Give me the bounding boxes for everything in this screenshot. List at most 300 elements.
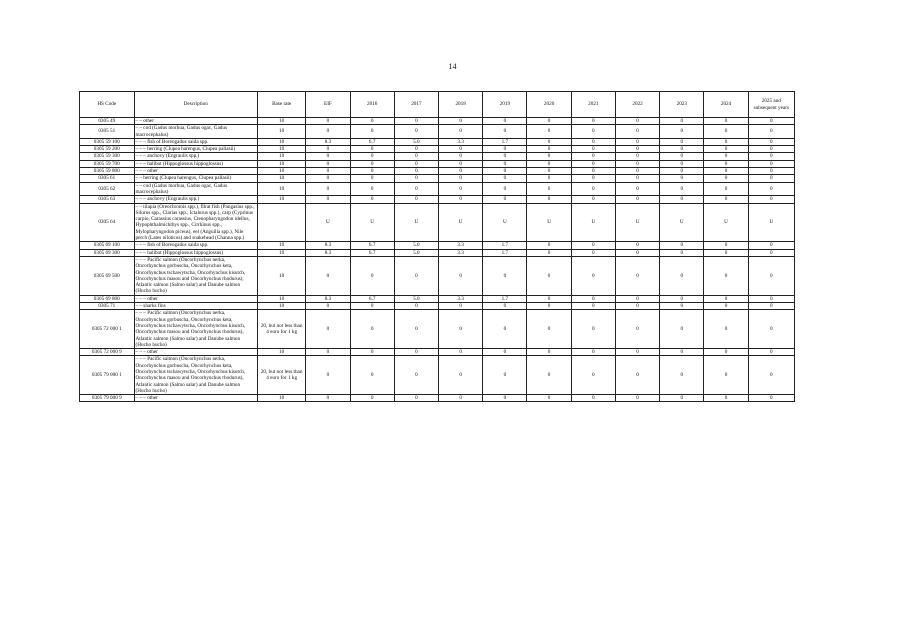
rate-cell: 0 (394, 125, 438, 139)
rate-cell: 0 (571, 146, 615, 153)
column-header: 2016 (350, 92, 394, 118)
base-rate-cell: 10 (257, 175, 305, 182)
rate-cell: 0 (571, 356, 615, 395)
rate-cell: 0 (439, 356, 483, 395)
rate-cell: 0 (615, 138, 659, 145)
rate-cell: 0 (615, 349, 659, 356)
rate-cell: U (306, 203, 350, 242)
rate-cell: 0 (704, 168, 748, 175)
rate-cell: 0 (394, 256, 438, 295)
rate-cell: U (704, 203, 748, 242)
base-rate-cell: 10 (257, 303, 305, 310)
rate-cell: U (660, 203, 704, 242)
rate-cell: 0 (306, 182, 350, 196)
rate-cell: 0 (660, 125, 704, 139)
rate-cell: U (571, 203, 615, 242)
rate-cell: 0 (306, 303, 350, 310)
description-cell: – – – fish of Boreogadus saida spp. (134, 138, 257, 145)
rate-cell: 0 (571, 182, 615, 196)
rate-cell: 0 (350, 303, 394, 310)
rate-cell: 0 (394, 303, 438, 310)
rate-cell: 0 (748, 249, 794, 256)
rate-cell: 0 (748, 153, 794, 160)
table-row (80, 182, 795, 196)
table-row (80, 310, 795, 349)
rate-cell: 0 (615, 153, 659, 160)
rate-cell: 0 (748, 138, 794, 145)
description-cell: – – – Pacific salmon (Oncorhynchus nerka, Oncorhynchus gorbuscha, Oncorhynchus keta, Oncorhynchus tschawytscha, Oncorhynchus kisutch, Oncorhynchus masou and Oncorhynchus rhodurus), Atlantic salmon (Salmo salar) and Danube salmon (Hucho hucho) (134, 256, 257, 295)
rate-cell: 0 (306, 256, 350, 295)
rate-cell: 0 (439, 256, 483, 295)
hs-code-cell: 0305 79 000 9 (80, 395, 135, 402)
rate-cell: 0 (527, 168, 571, 175)
rate-cell: 0 (704, 118, 748, 125)
rate-cell: 0 (350, 182, 394, 196)
description-cell: – – – Pacific salmon (Oncorhynchus nerka, Oncorhynchus gorbuscha, Oncorhynchus keta, Oncorhynchus tschawytscha, Oncorhynchus kisutch, Oncorhynchus masou and Oncorhynchus rhodurus), Atlantic salmon (Salmo salar) and Danube salmon (Hucho hucho) (134, 310, 257, 349)
base-rate-cell: 10 (257, 125, 305, 139)
rate-cell: 0 (615, 182, 659, 196)
rate-cell: 0 (527, 295, 571, 302)
rate-cell: 0 (615, 168, 659, 175)
rate-cell: 0 (571, 196, 615, 203)
rate-cell: 0 (394, 160, 438, 167)
rate-cell: 0 (615, 118, 659, 125)
rate-cell: 0 (483, 118, 527, 125)
rate-cell: 0 (704, 256, 748, 295)
table-row (80, 356, 795, 395)
rate-cell: 0 (394, 153, 438, 160)
rate-cell: 0 (615, 175, 659, 182)
rate-cell: 6.7 (350, 249, 394, 256)
table-row (80, 175, 795, 182)
rate-cell: 0 (394, 310, 438, 349)
rate-cell: 0 (394, 196, 438, 203)
rate-cell: 0 (527, 175, 571, 182)
column-header: 2017 (394, 92, 438, 118)
rate-cell: 0 (704, 249, 748, 256)
rate-cell: 0 (748, 196, 794, 203)
rate-cell: 0 (483, 196, 527, 203)
rate-cell: 3.3 (439, 295, 483, 302)
page-number: 14 (448, 62, 457, 71)
rate-cell: 0 (660, 242, 704, 249)
rate-cell: 0 (748, 356, 794, 395)
rate-cell: 0 (748, 310, 794, 349)
rate-cell: 0 (394, 175, 438, 182)
rate-cell: 1.7 (483, 242, 527, 249)
rate-cell: 0 (748, 160, 794, 167)
rate-cell: 0 (306, 310, 350, 349)
base-rate-cell: 10 (257, 295, 305, 302)
rate-cell: 0 (306, 349, 350, 356)
column-header: HS Code (80, 92, 135, 118)
rate-cell: 0 (704, 242, 748, 249)
rate-cell: 0 (704, 182, 748, 196)
rate-cell: 0 (704, 356, 748, 395)
rate-cell: 0 (571, 303, 615, 310)
base-rate-cell: 10 (257, 256, 305, 295)
rate-cell: 0 (439, 153, 483, 160)
base-rate-cell (257, 203, 305, 242)
rate-cell: 5.0 (394, 295, 438, 302)
rate-cell: 0 (306, 118, 350, 125)
base-rate-cell: 10 (257, 138, 305, 145)
rate-cell: 0 (748, 175, 794, 182)
rate-cell: 0 (527, 356, 571, 395)
rate-cell: U (394, 203, 438, 242)
base-rate-cell: 20, but not less than 4 euro for 1 kg (257, 310, 305, 349)
rate-cell: 0 (571, 310, 615, 349)
rate-cell: U (483, 203, 527, 242)
rate-cell: 0 (483, 168, 527, 175)
base-rate-cell: 10 (257, 196, 305, 203)
base-rate-cell: 10 (257, 349, 305, 356)
hs-code-cell: 0305 59 800 (80, 168, 135, 175)
rate-cell: 0 (394, 182, 438, 196)
table-header-row (80, 92, 795, 118)
hs-code-cell: 0305 64 (80, 203, 135, 242)
rate-cell: U (439, 203, 483, 242)
base-rate-cell: 10 (257, 160, 305, 167)
rate-cell: 0 (571, 138, 615, 145)
rate-cell: 0 (660, 175, 704, 182)
rate-cell: 0 (527, 160, 571, 167)
base-rate-cell: 10 (257, 249, 305, 256)
column-header: 2024 (704, 92, 748, 118)
rate-cell: 0 (306, 356, 350, 395)
rate-cell: 0 (527, 153, 571, 160)
rate-cell: 0 (306, 168, 350, 175)
hs-code-cell: 0305 72 000 9 (80, 349, 135, 356)
rate-cell: 0 (571, 175, 615, 182)
rate-cell: 0 (615, 256, 659, 295)
rate-cell: 0 (660, 118, 704, 125)
rate-cell: 0 (748, 125, 794, 139)
rate-cell: 0 (483, 146, 527, 153)
rate-cell: 0 (527, 138, 571, 145)
rate-cell: 0 (748, 395, 794, 402)
rate-cell: 0 (748, 168, 794, 175)
rate-cell: 0 (394, 349, 438, 356)
rate-cell: 0 (748, 256, 794, 295)
rate-cell: 0 (394, 395, 438, 402)
rate-cell: 0 (571, 242, 615, 249)
rate-cell: 0 (615, 242, 659, 249)
rate-cell: 0 (704, 295, 748, 302)
description-cell: – – cod (Gadus morhua, Gadus ogac, Gadus macrocephalus) (134, 182, 257, 196)
rate-cell: 0 (483, 395, 527, 402)
rate-cell: 0 (527, 249, 571, 256)
rate-cell: 8.3 (306, 295, 350, 302)
rate-cell: 0 (306, 146, 350, 153)
rate-cell: 6.7 (350, 242, 394, 249)
column-header: 2023 (660, 92, 704, 118)
rate-cell: 0 (439, 310, 483, 349)
rate-cell: 0 (748, 182, 794, 196)
rate-cell: 0 (483, 175, 527, 182)
rate-cell: 0 (615, 196, 659, 203)
rate-cell: 0 (571, 168, 615, 175)
column-header: 2019 (483, 92, 527, 118)
table-row (80, 168, 795, 175)
table-row (80, 196, 795, 203)
description-cell: – – – other (134, 395, 257, 402)
hs-code-cell: 0305 59 700 (80, 160, 135, 167)
rate-cell: 0 (571, 118, 615, 125)
hs-code-cell: 0305 71 (80, 303, 135, 310)
rate-cell: 3.3 (439, 138, 483, 145)
rate-cell: 0 (660, 160, 704, 167)
column-header: 2025 and subsequent years (748, 92, 794, 118)
rate-cell: 0 (704, 310, 748, 349)
rate-cell: 0 (660, 168, 704, 175)
rate-cell: 0 (571, 395, 615, 402)
rate-cell: 0 (394, 356, 438, 395)
table-row (80, 125, 795, 139)
rate-cell: 3.3 (439, 249, 483, 256)
rate-cell: 0 (704, 153, 748, 160)
table-row (80, 203, 795, 242)
rate-cell: 0 (660, 153, 704, 160)
base-rate-cell: 10 (257, 146, 305, 153)
description-cell: – – – halibut (Hippoglossus hippoglossus) (134, 249, 257, 256)
hs-code-cell: 0305 59 200 (80, 146, 135, 153)
rate-cell: 0 (350, 160, 394, 167)
rate-cell: 0 (571, 349, 615, 356)
rate-cell: 0 (527, 349, 571, 356)
table-row (80, 249, 795, 256)
rate-cell: 0 (483, 303, 527, 310)
description-cell: – – sharks fins (134, 303, 257, 310)
table-row (80, 242, 795, 249)
table-row (80, 349, 795, 356)
base-rate-cell: 10 (257, 395, 305, 402)
rate-cell: 0 (660, 310, 704, 349)
hs-code-cell: 0305 63 (80, 196, 135, 203)
rate-cell: 0 (704, 138, 748, 145)
hs-code-cell: 0305 49 (80, 118, 135, 125)
rate-cell: 0 (704, 349, 748, 356)
table-row (80, 153, 795, 160)
table-body (80, 118, 795, 402)
rate-cell: 0 (350, 256, 394, 295)
rate-cell: 0 (615, 160, 659, 167)
rate-cell: 0 (439, 395, 483, 402)
hs-code-cell: 0305 69 500 (80, 256, 135, 295)
rate-cell: 0 (660, 256, 704, 295)
rate-cell: U (527, 203, 571, 242)
base-rate-cell: 10 (257, 168, 305, 175)
rate-cell: 0 (704, 125, 748, 139)
rate-cell: 0 (571, 249, 615, 256)
rate-cell: 0 (527, 303, 571, 310)
rate-cell: 0 (306, 196, 350, 203)
hs-code-cell: 0305 72 000 1 (80, 310, 135, 349)
table-row (80, 118, 795, 125)
description-cell: – – – halibut (Hippoglossus hippoglossus) (134, 160, 257, 167)
hs-code-cell: 0305 69 300 (80, 249, 135, 256)
rate-cell: 0 (350, 118, 394, 125)
rate-cell: 0 (439, 175, 483, 182)
rate-cell: 8.3 (306, 242, 350, 249)
tariff-table (79, 91, 795, 402)
base-rate-cell: 10 (257, 153, 305, 160)
rate-cell: 0 (527, 310, 571, 349)
rate-cell: 0 (704, 196, 748, 203)
rate-cell: 5.0 (394, 242, 438, 249)
hs-code-cell: 0305 59 100 (80, 138, 135, 145)
rate-cell: 0 (748, 146, 794, 153)
description-cell: – – – anchovy (Engraulis spp.) (134, 196, 257, 203)
rate-cell: 0 (306, 153, 350, 160)
base-rate-cell: 20, but not less than 4 euro for 1 kg (257, 356, 305, 395)
rate-cell: 0 (660, 356, 704, 395)
rate-cell: 1.7 (483, 295, 527, 302)
rate-cell: U (350, 203, 394, 242)
hs-code-cell: 0305 69 800 (80, 295, 135, 302)
rate-cell: 0 (527, 146, 571, 153)
rate-cell: 0 (306, 160, 350, 167)
rate-cell: 0 (350, 146, 394, 153)
rate-cell: 0 (527, 242, 571, 249)
rate-cell: 0 (527, 125, 571, 139)
rate-cell: 0 (748, 303, 794, 310)
rate-cell: 0 (748, 295, 794, 302)
rate-cell: 0 (483, 256, 527, 295)
rate-cell: 0 (571, 256, 615, 295)
rate-cell: 0 (439, 182, 483, 196)
rate-cell: 0 (350, 175, 394, 182)
rate-cell: 0 (571, 160, 615, 167)
table-row (80, 303, 795, 310)
rate-cell: 0 (615, 310, 659, 349)
rate-cell: 0 (660, 303, 704, 310)
column-header: Base rate (257, 92, 305, 118)
rate-cell: 0 (350, 125, 394, 139)
rate-cell: 0 (527, 196, 571, 203)
rate-cell: 0 (704, 303, 748, 310)
rate-cell: 0 (439, 349, 483, 356)
rate-cell: 0 (483, 182, 527, 196)
rate-cell: 0 (660, 395, 704, 402)
hs-code-cell: 0305 59 300 (80, 153, 135, 160)
column-header: 2022 (615, 92, 659, 118)
table-row (80, 256, 795, 295)
rate-cell: 0 (704, 175, 748, 182)
rate-cell: U (615, 203, 659, 242)
rate-cell: 0 (483, 153, 527, 160)
column-header: EIF (306, 92, 350, 118)
description-cell: – – – anchovy (Engraulis spp.) (134, 153, 257, 160)
table-row (80, 295, 795, 302)
description-cell: – – – herring (Clupea harengus, Clupea pallasii) (134, 146, 257, 153)
rate-cell: 8.3 (306, 138, 350, 145)
rate-cell: 5.0 (394, 249, 438, 256)
description-cell: – – herring (Clupea harengus, Clupea pallasii) (134, 175, 257, 182)
table-row (80, 160, 795, 167)
rate-cell: 0 (306, 175, 350, 182)
base-rate-cell: 10 (257, 118, 305, 125)
hs-code-cell: 0305 62 (80, 182, 135, 196)
rate-cell: 0 (439, 118, 483, 125)
rate-cell: 0 (660, 146, 704, 153)
column-header: Description (134, 92, 257, 118)
rate-cell: 0 (615, 295, 659, 302)
description-cell: – – – other (134, 295, 257, 302)
table-row (80, 146, 795, 153)
rate-cell: 0 (704, 146, 748, 153)
description-cell: – – other (134, 118, 257, 125)
rate-cell: 0 (350, 153, 394, 160)
rate-cell: 0 (571, 125, 615, 139)
hs-code-cell: 0305 79 000 1 (80, 356, 135, 395)
rate-cell: 0 (660, 138, 704, 145)
rate-cell: 0 (439, 196, 483, 203)
rate-cell: 0 (527, 395, 571, 402)
rate-cell: 0 (704, 395, 748, 402)
base-rate-cell: 10 (257, 182, 305, 196)
rate-cell: 0 (615, 249, 659, 256)
rate-cell: 0 (394, 168, 438, 175)
hs-code-cell: 0305 69 100 (80, 242, 135, 249)
rate-cell: 0 (527, 182, 571, 196)
rate-cell: 0 (660, 349, 704, 356)
rate-cell: 0 (439, 303, 483, 310)
rate-cell: 0 (748, 349, 794, 356)
rate-cell: 0 (615, 146, 659, 153)
rate-cell: 0 (615, 125, 659, 139)
rate-cell: 0 (439, 168, 483, 175)
column-header: 2021 (571, 92, 615, 118)
rate-cell: 0 (615, 356, 659, 395)
description-cell: – – cod (Gadus morhua, Gadus ogac, Gadus macrocephalus) (134, 125, 257, 139)
rate-cell: 0 (306, 125, 350, 139)
rate-cell: 0 (439, 160, 483, 167)
rate-cell: 0 (483, 349, 527, 356)
rate-cell: 0 (439, 146, 483, 153)
description-cell: – – tilapia (Oreochromis spp.), fllrat fish (Pangasius spp., Silurus spp., Clarias spp., Ictalurus spp.), carp (Cyprinus carpio, Carassius carassius, Ctenopharyngodon idellus, Hypophthalmichthys spp., Cirrhinus spp., Mylopharyngodon piceus), eel (Anguilla spp.), Nile perch (Lates niloticus) and snakehead (Channa spp.) (134, 203, 257, 242)
table-row (80, 138, 795, 145)
hs-code-cell: 0305 51 (80, 125, 135, 139)
rate-cell: 0 (527, 118, 571, 125)
rate-cell: 1.7 (483, 249, 527, 256)
rate-cell: 0 (571, 295, 615, 302)
rate-cell: 0 (748, 242, 794, 249)
base-rate-cell: 10 (257, 242, 305, 249)
rate-cell: 0 (483, 310, 527, 349)
description-cell: – – – fish of Boreogadus saida spp. (134, 242, 257, 249)
description-cell: – – – other (134, 349, 257, 356)
rate-cell: 0 (394, 118, 438, 125)
rate-cell: 0 (615, 303, 659, 310)
rate-cell: 0 (571, 153, 615, 160)
rate-cell: 0 (527, 256, 571, 295)
description-cell: – – – other (134, 168, 257, 175)
rate-cell: 0 (615, 395, 659, 402)
rate-cell: 0 (350, 168, 394, 175)
rate-cell: 0 (660, 249, 704, 256)
table-row (80, 395, 795, 402)
rate-cell: 0 (350, 349, 394, 356)
rate-cell: 0 (483, 356, 527, 395)
rate-cell: 0 (350, 196, 394, 203)
rate-cell: 6.7 (350, 138, 394, 145)
rate-cell: 0 (350, 395, 394, 402)
rate-cell: 3.3 (439, 242, 483, 249)
rate-cell: 6.7 (350, 295, 394, 302)
rate-cell: 0 (306, 395, 350, 402)
rate-cell: 0 (350, 310, 394, 349)
